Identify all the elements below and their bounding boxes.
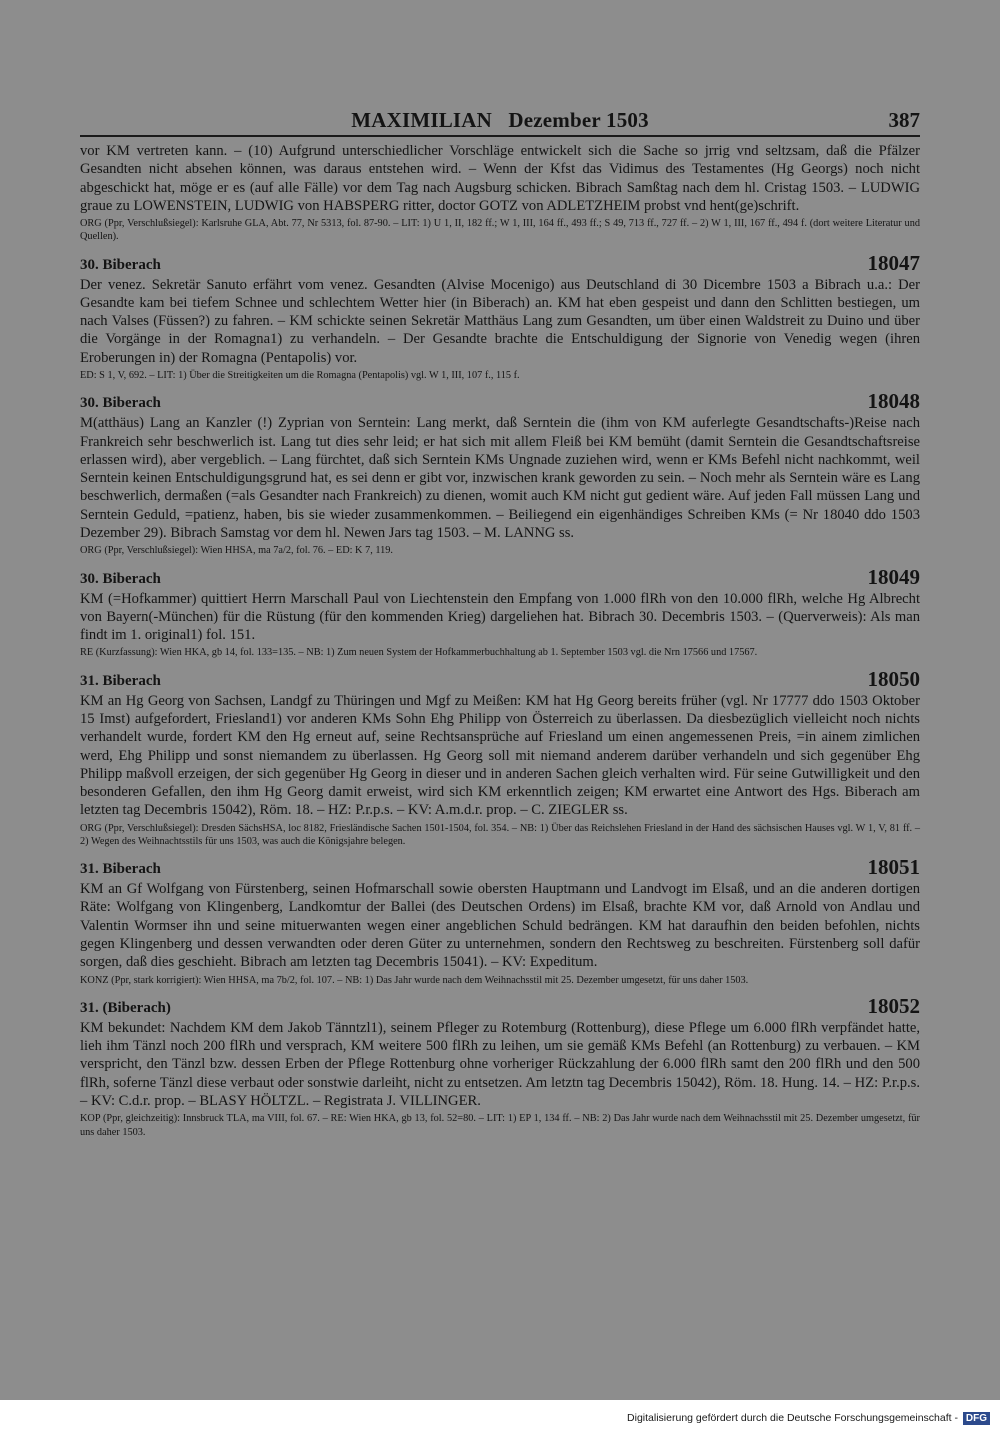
entry-number: 18051 bbox=[867, 855, 920, 880]
entry-date: 30. Biberach bbox=[80, 570, 161, 587]
entry-header bbox=[80, 855, 920, 880]
entry-number: 18048 bbox=[867, 389, 920, 414]
intro-block bbox=[80, 142, 920, 244]
entry-18052 bbox=[80, 993, 920, 1139]
page-content bbox=[80, 142, 920, 1139]
header-rule bbox=[80, 135, 920, 137]
entry-header bbox=[80, 564, 920, 590]
entry-date: 31. Biberach bbox=[80, 861, 161, 878]
entry-text: KM an Hg Georg von Sachsen, Landgf zu Thüringen und Mgf zu Meißen: KM hat Hg Georg bereits früher (vgl. Nr 17777 ddo 1503 Oktober 15 Imst) aufgefordert, Friesland1) vor anderen KMs Sohn Ehg Philipp von Österreich zu überlassen. Da diesbezüglich vielleicht noch nichts verhandelt wurde, fordert KM den Hg erneut auf, seine Rechtsansprüche auf Friesland um einen angemessenen Preis, =in ainem zimlichen werd, Ehg Philipp und sonst niemandem zu überlassen. Hg Georg soll mit niemand anderem darüber verhandeln und sich gegenüber Ehg Philipp maßvoll erzeigen, der sich gegenüber Hg Georg in dieser und in anderen Sachen gleich verhalten wird. Für seine Gutwilligkeit und den besonderen Gefallen, den ihm Hg Georg damit erweist, wird sich KM erkenntlich zeigen; KM erwartet eine Antwort des Hgs. Biberach am letzten tag Decembris 15042), Röm. 18. – HZ: P.r.p.s. – KV: A.m.d.r. prop. – C. ZIEGLER ss. bbox=[80, 692, 920, 819]
page-header bbox=[80, 108, 920, 134]
funding-footer bbox=[600, 1412, 990, 1425]
footer-text: Digitalisierung gefördert durch die Deutsche Forschungsgemeinschaft - bbox=[627, 1412, 958, 1424]
entry-date: 31. (Biberach) bbox=[80, 999, 171, 1016]
entry-number: 18052 bbox=[867, 993, 920, 1018]
entry-number: 18050 bbox=[867, 666, 920, 691]
entry-text: Der venez. Sekretär Sanuto erfährt vom venez. Gesandten (Alvise Mocenigo) aus Deutschland di 30 Dicembre 1503 a Bibrach u.a.: Der Gesandte kam bei tiefem Schnee und schlechtem Wetter hier (in Biberach) an. KM hat eben gespeist und dann den Schlitten bestiegen, um nach Valses (Füssen?) zu fahren. – KM schickte seinen Sekretär Matthäus Lang zum Gesandten, um über einen Waldstreit zu Duino und über die Vorgänge in der Romagna1) zu verhandeln. – Der Gesandte brachte die Entschuldigung der Signorie von Venedig wegen (ihren Eroberungen in) der Romagna (Pentapolis) vor. bbox=[80, 276, 920, 366]
entry-header bbox=[80, 666, 920, 692]
entry-text: KM an Gf Wolfgang von Fürstenberg, seinen Hofmarschall sowie obersten Hauptmann und Landvogt im Elsaß, und an die anderen dortigen Räte: Wolfgang von Klingenberg, Landkomtur der Ballei (des Deutschen Ordens) im Elsaß, brachte KM vor, daß Arnold von Andlau und Valentin Wormser ihn und seine mituerwanten wegen einer angeblichen Schuld bedrängen. KM hat daraufhin den beiden befohlen, nichts gegen Klingenberg und dessen verwandten oder deren Güter zu unternehmen, sondern den Rechtsweg zu beschreiten. Fürstenberg soll dafür sorgen, daß dies geschieht. Bibrach am letzten tag Decembris 15041). – KV: Expeditum. bbox=[80, 881, 920, 971]
page-number: 387 bbox=[888, 108, 920, 132]
entry-number: 18049 bbox=[867, 564, 920, 589]
entry-note: ORG (Ppr, Verschlußsiegel): Dresden SächsHSA, loc 8182, Friesländische Sachen 1501-1504, fol. 354. – NB: 1) Über das Reichslehen Friesland in der Hand des sächsischen Hauses vgl. W 1, V, 81 ff. – 2) Wegen des Weihnachtsstils für uns 1503, was auch die Königsjahre belegen. bbox=[80, 822, 920, 847]
entry-note: KONZ (Ppr, stark korrigiert): Wien HHSA, ma 7b/2, fol. 107. – NB: 1) Das Jahr wurde nach dem Weihnachsstil mit 25. Dezember umgesetzt, für uns daher 1503. bbox=[80, 974, 749, 986]
entry-18047 bbox=[80, 250, 920, 383]
entry-text: KM (=Hofkammer) quittiert Herrn Marschall Paul von Liechtenstein den Empfang von 1.000 flRh von den 10.000 flRh, welche Hg Albrecht von Bayern(-München) für die Rüstung (für den kommenden Krieg) dargeliehen hat. Bibrach 30. Decembris 1503. – (Querverweis): Als man findt im 1. original1) fol. 151. bbox=[80, 590, 920, 644]
entry-date: 31. Biberach bbox=[80, 672, 161, 689]
entry-note: KOP (Ppr, gleichzeitig): Innsbruck TLA, ma VIII, fol. 67. – RE: Wien HKA, gb 13, fol. 52=80. – LIT: 1) EP 1, 134 ff. – NB: 2) Das Jahr wurde nach dem Weihnachsstil mit 25. Dezember umgesetzt, für uns daher 1503. bbox=[80, 1113, 920, 1138]
entry-note: ED: S 1, V, 692. – LIT: 1) Über die Streitigkeiten um die Romagna (Pentapolis) vgl. W 1, III, 107 f., 115 f. bbox=[80, 370, 520, 382]
entry-text: M(atthäus) Lang an Kanzler (!) Zyprian von Serntein: Lang merkt, daß Serntein die (ihm von KM auferlegte Gesandtschafts-)Reise nach Frankreich sehr beschwerlich ist. Lang tut dies sehr leid; er hat sich mit allem Fleiß bei KM bemüht (damit Serntein die Gesandtschaftsreise erlassen wird), aber vergeblich. – Lang fürchtet, daß sich Serntein KMs Ungnade zuziehen wird, wenn er KMs Befehl nicht nachkommt, weil Serntein keinen Entschuldigungsgrund hat, es sei denn er gibt vor, inzwischen krank geworden zu sein. – Noch mehr als Serntein wäre es Lang beschwerlich, dermaßen (=als Gesandter nach Frankreich) zu dienen, womit auch KM nicht gut gedient wäre. Auf jeden Fall müssen Lang und Serntein Geduld, =patienz, haben, bis sie wieder zusammenkommen. – Beiliegend ein eigenhändiges Schreiben KMs (= Nr 18040 ddo 1503 Dezember 29). Bibrach Samstag vor dem hl. Newen Jars tag 1503. – M. LANNG ss. bbox=[80, 415, 920, 542]
entry-18048 bbox=[80, 389, 920, 557]
entry-header bbox=[80, 993, 920, 1019]
intro-note: ORG (Ppr, Verschlußsiegel): Karlsruhe GLA, Abt. 77, Nr 5313, fol. 87-90. – LIT: 1) U 1, II, 182 ff.; W 1, III, 164 ff., 493 ff.; S 49, 713 ff., 727 ff. – 2) W 1, III, 167 ff., 494 f. (dort weitere Literatur und Quellen). bbox=[80, 218, 920, 243]
intro-text: vor KM vertreten kann. – (10) Aufgrund unterschiedlicher Vorschläge entwickelt sich die Sache so jrrig vnd seltzsam, daß die Pfälzer Gesandten nicht absehen können, was daraus entstehen wird. – Wenn der Kfst das Vidimus des Testamentes (Hg Georgs) noch nicht abgeschickt hat, möge er es (auf alle Fälle) vor dem Tag nach Augsburg schicken. Bibrach Samßtag nach dem hl. Cristag 1503. – LUDWIG graue zu LOWENSTEIN, LUDWIG von HABSPERG ritter, doctor GOTZ von ADLETZHEIM probst vnd hent(ge)schrift. bbox=[80, 143, 920, 214]
entry-date: 30. Biberach bbox=[80, 256, 161, 273]
entry-18049 bbox=[80, 564, 920, 660]
entry-18051 bbox=[80, 855, 920, 987]
entry-header bbox=[80, 389, 920, 414]
entry-date: 30. Biberach bbox=[80, 395, 161, 412]
entry-note: ORG (Ppr, Verschlußsiegel): Wien HHSA, ma 7a/2, fol. 76. – ED: K 7, 119. bbox=[80, 545, 394, 557]
entry-number: 18047 bbox=[867, 250, 920, 275]
entry-note: RE (Kurzfassung): Wien HKA, gb 14, fol. 133=135. – NB: 1) Zum neuen System der Hofkammerbuchhaltung ab 1. September 1503 vgl. die Nrn 17566 und 17567. bbox=[80, 647, 758, 659]
entry-header bbox=[80, 250, 920, 276]
entry-text: KM bekundet: Nachdem KM dem Jakob Tänntzl1), seinem Pfleger zu Rotemburg (Rottenburg), diese Pflege um 6.000 flRh verpfändet hatte, lieh ihm Tänzl noch 200 flRh und versprach, KM weitere 500 flRh zu leihen, um sie gemäß KMs Befehl (an Rottenburg) zu verbauen. – KM verspricht, den Tänzl bzw. dessen Erben der Pflege Rottenburg ohne vorheriger Rückzahlung der 6.000 flRh samt den 200 flRh und den 500 flRh, soferne Tänzl diese verbaut oder sonstwie darleiht, nicht zu entsetzen. Am letztn tag Decembris 15042), Röm. 18. Hung. 14. – HZ: P.r.p.s. – KV: C.d.r. prop. – BLASY HÖLTZL. – Registrata J. VILLINGER. bbox=[80, 1019, 920, 1110]
dfg-logo-icon: DFG bbox=[963, 1412, 990, 1425]
entry-18050 bbox=[80, 666, 920, 848]
running-title: MAXIMILIAN Dezember 1503 bbox=[351, 108, 649, 132]
